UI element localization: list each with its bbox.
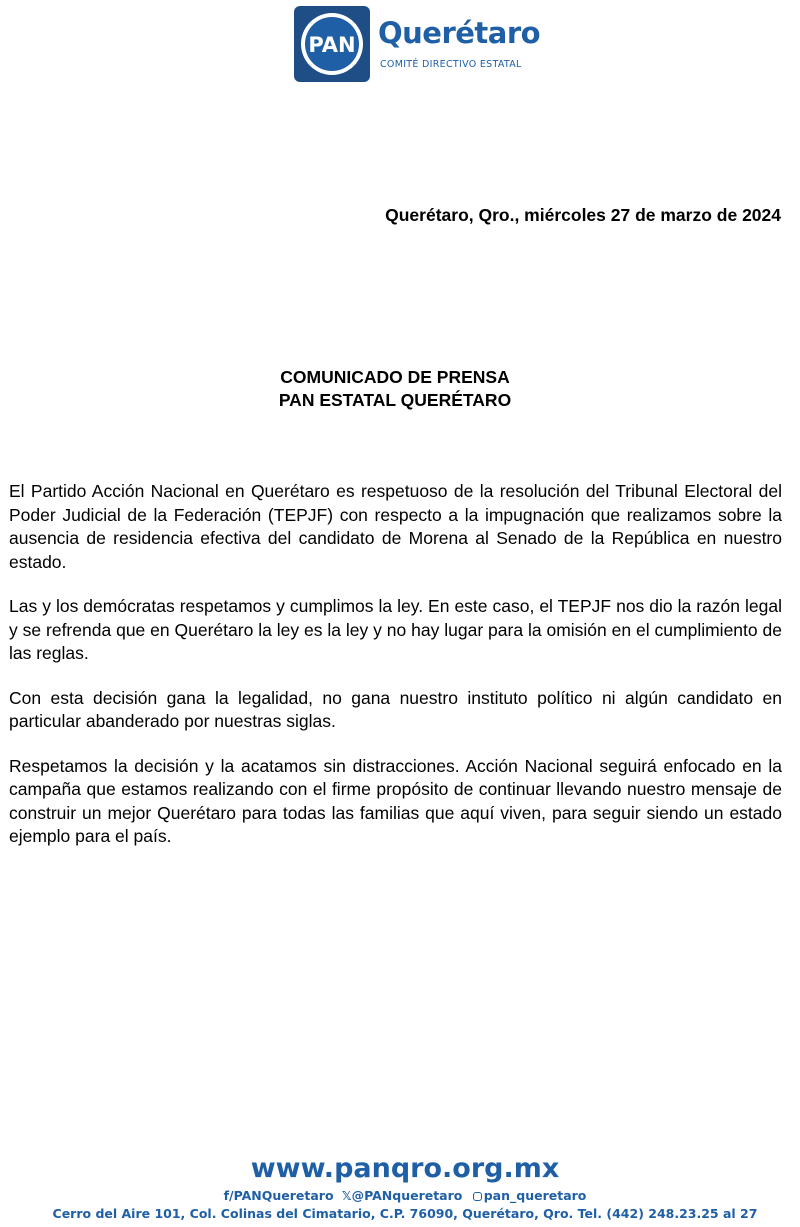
heading-title: COMUNICADO DE PRENSA: [280, 367, 510, 387]
footer-social-links: [0, 1188, 800, 1203]
paragraph: Respetamos la decisión y la acatamos sin distracciones. Acción Nacional seguirá enfocado en la campaña que estamos realizando con el firme propósito de continuar llevando nuestro mensaje de construir un mejor Querétaro para todas las familias que aquí viven, para seguir siendo un estado ejemplo para el país.: [9, 755, 782, 846]
facebook-link[interactable]: f/PANQueretaro: [223, 1188, 334, 1203]
paragraph: El Partido Acción Nacional en Querétaro es respetuoso de la resolución del Tribunal Electoral del Poder Judicial de la Federación (TEPJF) con respecto a la impugnación que realizamos sobre la ausencia de residencia efectiva del candidato de Morena al Senado de la República en nuestro estado.: [9, 481, 782, 572]
twitter-link[interactable]: @PANqueretaro: [351, 1188, 463, 1203]
x-icon: 𝕏: [341, 1189, 352, 1203]
press-release-body: [9, 480, 782, 870]
heading-subtitle: PAN ESTATAL QUERÉTARO: [278, 390, 512, 410]
pan-logo: [294, 6, 554, 82]
footer-address: Cerro del Aire 101, Col. Colinas del Cimatario, C.P. 76090, Querétaro, Qro. Tel. (442) 248.23.25 al 27: [52, 1206, 758, 1221]
logo-name: Querétaro: [378, 16, 541, 50]
pan-logo-mark: [294, 6, 370, 82]
paragraph: Con esta decisión gana la legalidad, no gana nuestro instituto político ni algún candidato en particular abanderado por nuestras siglas.: [9, 687, 782, 731]
paragraph: Las y los demócratas respetamos y cumplimos la ley. En este caso, el TEPJF nos dio la razón legal y se refrenda que en Querétaro la ley es la ley y no hay lugar para la omisión en el cumplimiento de las reglas.: [9, 596, 782, 663]
instagram-icon: [473, 1192, 482, 1201]
date-line: Querétaro, Qro., miércoles 27 de marzo de 2024: [385, 205, 781, 225]
footer-website-link[interactable]: www.panqro.org.mx: [250, 1153, 560, 1184]
logo-subtitle: COMITÉ DIRECTIVO ESTATAL: [380, 59, 522, 70]
logo-mark-text: PAN: [308, 33, 356, 57]
instagram-link[interactable]: pan_queretaro: [483, 1188, 587, 1203]
